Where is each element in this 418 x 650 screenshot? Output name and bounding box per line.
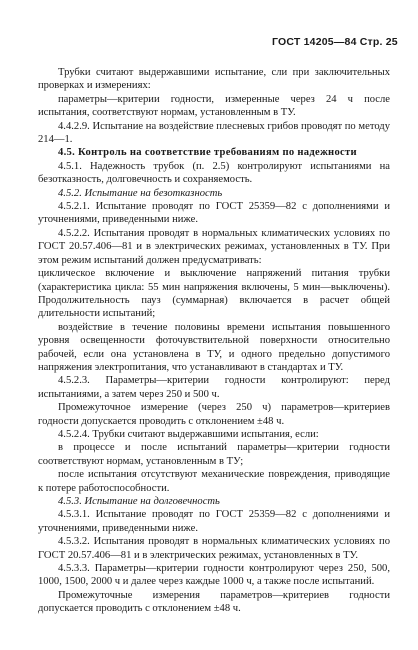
paragraph: 4.5.2.3. Параметры—критерии годности контролируют: перед испытаниями, а затем через 250 и 500 ч. xyxy=(38,375,390,400)
paragraph: 4.5.2.2. Испытания проводят в нормальных климатических условиях по ГОСТ 20.57.406—81 и в электрических режимах, установленных в ТУ. При этом режим испытаний должен предусматривать: xyxy=(38,227,390,266)
paragraph: циклическое включение и выключение напряжений питания трубки (характеристика цикла: 55 мин напряжения включены, 5 мин—выключены). Продолжительность пауз (суммарная) включается в расчет общей длительности испытаний; xyxy=(38,268,390,320)
paragraph: в процессе и после испытаний параметры—критерии годности соответствуют нормам, установленным в ТУ; xyxy=(38,442,390,467)
paragraph: Промежуточное измерение (через 250 ч) параметров—критериев годности допускается проводить с отклонением ±48 ч. xyxy=(38,402,390,427)
paragraph: воздействие в течение половины времени испытания повышенного уровня освещенности фоточувствительной поверхности относительно рабочей, если она установлена в ТУ, и одного предельно допустимого напряжения электропитания, что устанавливают в стандартах и ТУ. xyxy=(38,321,390,373)
page-content xyxy=(38,66,390,616)
paragraph: 4.4.2.9. Испытание на воздействие плесневых грибов проводят по методу 214—1. xyxy=(38,120,390,146)
paragraph: 4.5.3.3. Параметры—критерии годности контролируют через 250, 500, 1000, 1500, 2000 ч и далее через каждые 1000 ч, а также после испытаний. xyxy=(38,563,390,588)
subsection-heading: 4.5.3. Испытание на долговечность xyxy=(58,496,220,507)
paragraph: 4.5.2.4. Трубки считают выдержавшими испытания, если: xyxy=(58,428,319,440)
paragraph: 4.5.1. Надежность трубок (п. 2.5) контролируют испытаниями на безотказность, долговечность и сохраняемость. xyxy=(38,160,390,186)
paragraph: 4.5.3.1. Испытание проводят по ГОСТ 25359—82 с дополнениями и уточнениями, приведенными ниже. xyxy=(38,509,390,534)
page-header: ГОСТ 14205—84 Стр. 25 xyxy=(272,36,398,48)
paragraph: Промежуточные измерения параметров—критериев годности допускается проводить с отклонением ±48 ч. xyxy=(38,589,390,615)
subsection-heading: 4.5.2. Испытание на безотказность xyxy=(58,187,223,199)
paragraph: 4.5.3.2. Испытания проводят в нормальных климатических условиях по ГОСТ 20.57.406—81 и в электрических режимах, установленных в ТУ. xyxy=(38,536,390,561)
paragraph: после испытания отсутствуют механические повреждения, приводящие к потере работоспособности. xyxy=(38,469,390,494)
paragraph: Трубки считают выдержавшими испытание, сли при заключительных проверках и измерениях: xyxy=(38,67,390,92)
paragraph: 4.5.2.1. Испытание проводят по ГОСТ 25359—82 с дополнениями и уточнениями, приведенными ниже. xyxy=(38,201,390,226)
paragraph: параметры—критерии годности, измеренные через 24 ч после испытания, соответствуют нормам, установленным в ТУ. xyxy=(38,93,390,119)
section-heading: 4.5. Контроль на соответствие требованиям по надежности xyxy=(58,147,357,159)
